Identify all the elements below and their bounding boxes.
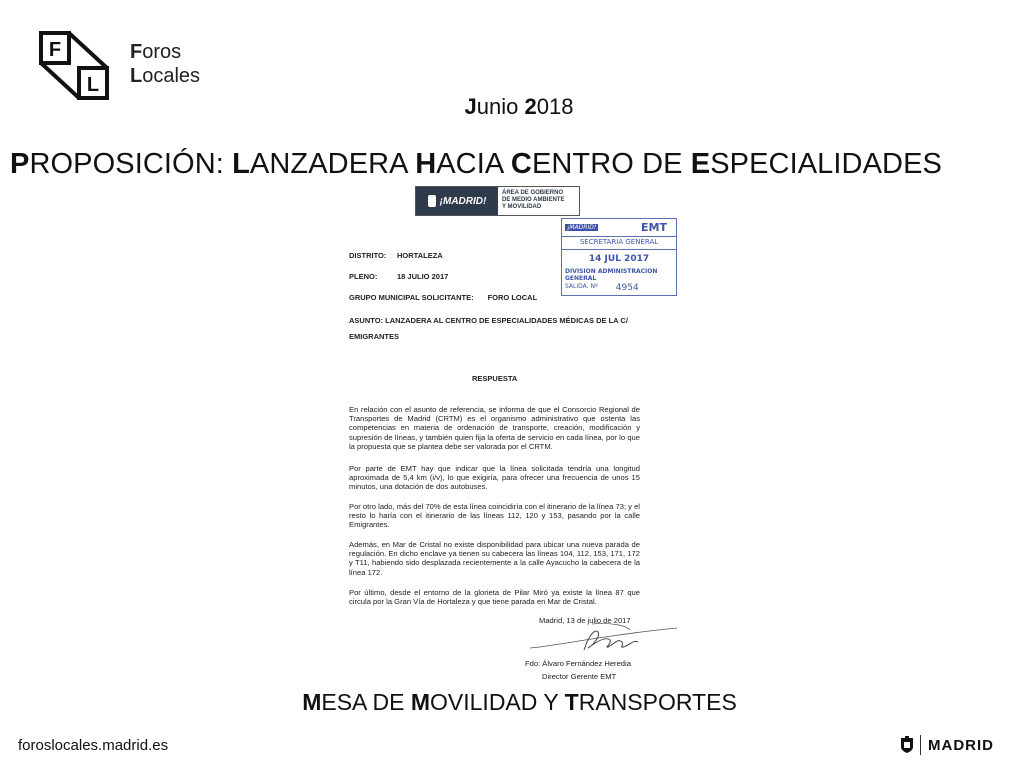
letter-paragraph: Por último, desde el entorno de la glorieta de Pilar Miró ya existe la línea 87 que circula por la Gran Vía de Hortaleza y que tiene parada en Mar de Cristal. <box>349 588 640 607</box>
letter-paragraph: Por parte de EMT hay que indicar que la línea solicitada tendría una longitud aproximada de 5,4 km (i/v), lo que exigiría, para ofrecer una frecuencia de unos 15 minutos, una dotación de dos autobuses. <box>349 464 640 492</box>
letterhead-madrid: ¡MADRID! <box>439 195 487 207</box>
letter-place-date: Madrid, 13 de julio de 2017 <box>539 616 631 625</box>
logo-letter-l: L <box>86 74 100 96</box>
letter-respuesta-heading: RESPUESTA <box>472 374 518 383</box>
stamp-salida: SALIDA. Nº <box>565 283 598 290</box>
stamp-secretaria: SECRETARIA GENERAL <box>562 237 676 250</box>
madrid-city-logo <box>900 734 994 756</box>
slide-title: PROPOSICIÓN: LANZADERA HACIA CENTRO DE ESPECIALIDADES <box>10 148 942 180</box>
letterhead-line: DE MEDIO AMBIENTE <box>502 197 565 203</box>
stamp-number: 4954 <box>615 283 639 293</box>
stamp-emt: EMT <box>641 221 667 234</box>
brand-initial: F <box>130 41 143 63</box>
madrid-wordmark: MADRID <box>928 736 994 754</box>
madrid-crest-icon <box>428 195 436 207</box>
madrid-crest-icon <box>900 736 914 754</box>
letter-signer: Fdo: Álvaro Fernández Heredia <box>525 659 631 668</box>
handwritten-signature <box>522 618 682 658</box>
brand-initial: L <box>130 65 143 87</box>
registry-stamp <box>561 218 677 296</box>
brand-text: ocales <box>142 65 201 87</box>
letter-paragraph: En relación con el asunto de referencia, se informa de que el Consorcio Regional de Transportes de Madrid (CRTM) es el organismo administrativo que ostenta las competencias en materia de ordenación de transporte, creación, modificación y supresión de líneas, y también quien fija la oferta de servicio en cada línea, por lo que la propuesta que se plantea debe ser valorada por el CRTM. <box>349 405 640 451</box>
logo-separator <box>920 735 921 755</box>
letter-asunto: ASUNTO: LANZADERA AL CENTRO DE ESPECIALIDADES MÉDICAS DE LA C/ EMIGRANTES <box>349 316 628 341</box>
mesa-title: MESA DE MOVILIDAD Y TRANSPORTES <box>302 689 737 715</box>
brand-name <box>130 40 200 88</box>
letter-paragraph: Además, en Mar de Cristal no existe disponibilidad para ubicar una nueva parada de regulación. En dicho enclave ya tienen su cabecera las líneas 104, 112, 153, 171, 172 y T11, habiendo sido desplazada recientemente a la calle Ayacucho la cabecera de la línea 172. <box>349 540 640 577</box>
letter-letterhead <box>415 186 580 216</box>
letter-pleno: PLENO: 18 JULIO 2017 <box>349 272 449 281</box>
stamp-madrid: ¡MADRID! <box>567 224 597 231</box>
footer-url: foroslocales.madrid.es <box>18 737 169 754</box>
letter-distrito: DISTRITO: HORTALEZA <box>349 251 443 260</box>
foros-locales-logo-icon <box>38 30 110 102</box>
letterhead-line: Y MOVILIDAD <box>502 204 542 210</box>
letter-grupo: GRUPO MUNICIPAL SOLICITANTE: FORO LOCAL <box>349 293 538 302</box>
stamp-division: DIVISION ADMINISTRACION GENERAL <box>565 268 658 282</box>
stamp-date: 14 JUL 2017 <box>588 254 650 264</box>
letterhead-line: ÁREA DE GOBIERNO <box>502 190 564 196</box>
slide-date: Junio 2018 <box>464 94 574 119</box>
brand-text: oros <box>142 41 182 63</box>
letter-signer-role: Director Gerente EMT <box>542 672 617 681</box>
logo-letter-f: F <box>48 39 62 61</box>
letter-paragraph: Por otro lado, más del 70% de esta línea coincidiría con el itinerario de la línea 73; y el resto lo haría con el itinerario de las líneas 112, 120 y 153, pasando por la calle Emigrantes. <box>349 502 640 530</box>
